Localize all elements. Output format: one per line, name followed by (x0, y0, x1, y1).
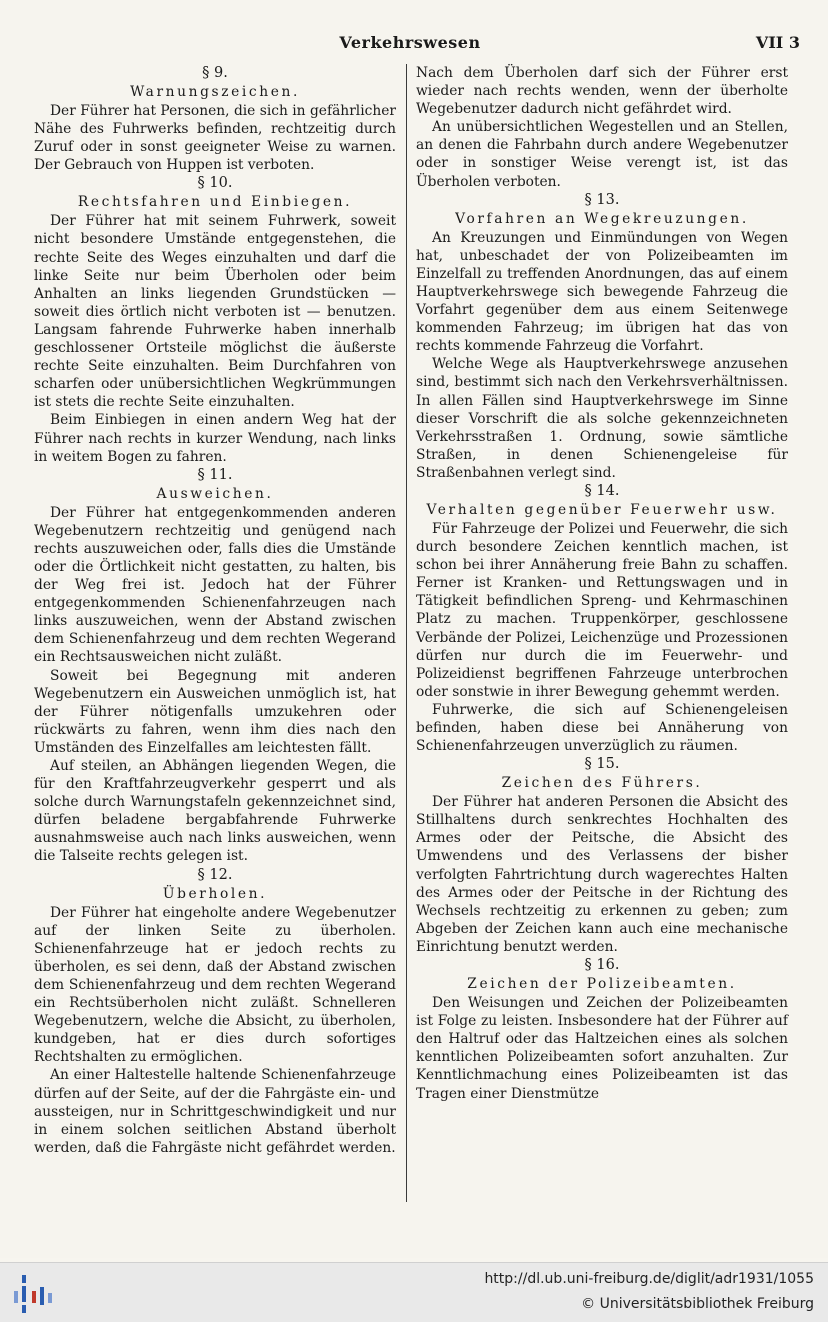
paragraph: Der Führer hat entgegenkommenden anderen Wegebenutzern rechtzeitig und genügend nach rechts auszuweichen oder, falls dies die Umstände oder die Örtlichkeit nicht gestatten, zu halten, bis der Weg frei ist. Jedoch hat der Führer entgegenkommenden Schienenfahrzeugen nach links auszuweichen, wenn der Abstand zwischen dem Schienenfahrzeug und dem rechten Wegerand ein Rechtsausweichen nicht zuläßt. (34, 504, 396, 666)
section-number: § 11. (197, 466, 233, 483)
section-number: § 13. (584, 191, 620, 208)
paragraph: An unübersichtlichen Wegestellen und an Stellen, an denen die Fahrbahn durch andere Wegebenutzer oder in sonstiger Weise verengt ist, ist das Überholen verboten. (416, 119, 788, 190)
section-number: § 9. (202, 65, 228, 81)
section-number: § 15. (584, 756, 620, 773)
paragraph: Fuhrwerke, die sich auf Schienengeleisen befinden, haben diese bei Annäherung von Schienenfahrzeugen unverzüglich zu räumen. (416, 701, 788, 755)
running-head (0, 33, 828, 55)
permalink-link[interactable]: http://dl.ub.uni-freiburg.de/diglit/adr1931/1055 (484, 1271, 814, 1287)
paragraph: Der Führer hat Personen, die sich in gefährlicher Nähe des Fuhrwerks befinden, rechtzeitig durch Zuruf oder in sonst geeigneter Weise zu warnen. Der Gebrauch von Huppen ist verboten. (34, 103, 396, 174)
right-column (416, 64, 788, 1103)
section-12-continued (416, 64, 788, 191)
paragraph: Soweit bei Begegnung mit anderen Wegebenutzern ein Ausweichen unmöglich ist, hat der Führer nötigenfalls umzukehren oder rückwärts zu fahren, wenn ihm dies nach den Umständen des Einzelfalles am leichtesten fällt. (34, 667, 396, 756)
section-number: § 14. (584, 482, 620, 499)
paragraph: Der Führer hat eingeholte andere Wegebenutzer auf der linken Seite zu überholen. Schienenfahrzeuge hat er jedoch rechts zu überholen, es sei denn, daß der Abstand zwischen dem Schienenfahrzeug und dem rechten Wegerand ein Rechtsüberholen nicht zuläßt. Schnelleren Wegebenutzern, welche die Absicht, zu überholen, kundgeben, hat er dies durch sofortiges Rechtshalten zu ermöglichen. (34, 904, 396, 1066)
running-head-title: Verkehrswesen (339, 33, 481, 52)
section-number: § 10. (197, 175, 233, 192)
paragraph: Der Führer hat anderen Personen die Absicht des Stillhaltens durch senkrechtes Hochhalten des Armes oder der Peitsche, die Absicht des Umwendens und des Verlassens der bisher verfolgten Fahrtrichtung durch wagerechtes Halten des Armes oder der Peitsche in der Richtung des Wechsels rechtzeitig zu erkennen zu geben; zum Abgeben der Zeichen kann auch eine mechanische Einrichtung benutzt werden. (416, 794, 788, 955)
paragraph: Den Weisungen und Zeichen der Polizeibeamten ist Folge zu leisten. Insbesondere hat der Führer auf den Haltruf oder das Haltzeichen eines als solchen kenntlichen Polizeibeamten sofort anzuhalten. Zur Kenntlichmachung eines Polizeibeamten ist das Tragen einer Dienstmütze (416, 995, 788, 1102)
section-number: § 12. (197, 866, 233, 883)
copyright-text: © Universitätsbibliothek Freiburg (581, 1296, 814, 1312)
section-9 (34, 64, 396, 174)
paragraph: An einer Haltestelle haltende Schienenfahrzeuge dürfen auf der Seite, auf der die Fahrgäste ein- und aussteigen, nur in Schrittgeschwindigkeit und nur in einem solchen seitlichen Abstand überholt werden, daß die Fahrgäste nicht gefährdet werden. (34, 1067, 397, 1156)
section-title: Warnungszeichen. (130, 84, 300, 100)
paragraph: Für Fahrzeuge der Polizei und Feuerwehr, die sich durch besondere Zeichen kenntlich machen, ist schon bei ihrer Annäherung freie Bahn zu schaffen. Ferner ist Kranken- und Rettungswagen und in Tätigkeit befindlichen Spreng- und Kehrmaschinen Platz zu machen. Truppenkörper, geschlossene Verbände der Polizei, Leichenzüge und Prozessionen dürfen nur durch die im Feuerwehr- und Polizeidienst begriffenen Fahrzeuge unterbrochen oder sonstwie in ihrer Bewegung gehemmt werden. (416, 520, 788, 700)
section-15 (416, 755, 788, 956)
section-16 (416, 956, 788, 1103)
section-12 (34, 866, 396, 1157)
paragraph: Beim Einbiegen in einen andern Weg hat der Führer nach rechts in kurzer Wendung, nach links in weitem Bogen zu fahren. (34, 412, 396, 465)
section-10 (34, 174, 396, 465)
left-column (34, 64, 396, 1157)
paragraph: Auf steilen, an Abhängen liegenden Wegen, die für den Kraftfahrzeugverkehr gesperrt und als solche durch Warnungstafeln gekennzeichnet sind, dürfen beladene bergabfahrende Fuhrwerke ausnahmsweise auch nach links ausweichen, wenn die Talseite rechts gelegen ist. (34, 758, 396, 865)
paragraph: Der Führer hat mit seinem Fuhrwerk, soweit nicht besondere Umstände entgegenstehen, die rechte Seite des Weges einzuhalten und darf die linke Seite nur beim Überholen oder beim Anhalten an links liegenden Grundstücken — soweit dies örtlich nicht verboten ist — benutzen. Langsam fahrende Fuhrwerke haben innerhalb geschlossener Ortsteile möglichst die äußerste rechte Seite einzuhalten. Beim Durchfahren von scharfen oder unübersichtlichen Wegkrümmungen ist stets die rechte Seite einzuhalten. (34, 213, 396, 411)
paragraph: An Kreuzungen und Einmündungen von Wegen hat, unbeschadet der von Polizeibeamten im Einzelfall zu treffenden Anordnungen, das auf einem Hauptverkehrswege sich bewegende Fahrzeug die Vorfahrt gegenüber dem aus einem Seitenwege kommenden Fahrzeug; im übrigen hat das von rechts kommende Fahrzeug die Vorfahrt. (416, 229, 788, 355)
section-title: Zeichen des Führers. (501, 775, 703, 792)
section-14 (416, 482, 788, 755)
section-title: Ausweichen. (156, 485, 274, 502)
paragraph: Welche Wege als Hauptverkehrswege anzusehen sind, bestimmt sich nach den Verkehrsverhältnissen. In allen Fällen sind Hauptverkehrswege im Sinne dieser Vorschrift die als solche gekennzeichneten Verkehrsstraßen 1. Ordnung, sowie sämtliche Straßen, in denen Schienengeleise für Straßenbahnen verlegt sind. (416, 356, 788, 481)
section-title: Überholen. (162, 885, 268, 902)
section-title: Rechtsfahren und Einbiegen. (77, 194, 353, 211)
library-logo-icon (8, 1273, 58, 1315)
page-number: VII 3 (755, 33, 800, 52)
section-title: Zeichen der Polizeibeamten. (467, 976, 737, 993)
section-title: Verhalten gegenüber Feuerwehr usw. (426, 501, 778, 518)
paragraph: Nach dem Überholen darf sich der Führer erst wieder nach rechts wenden, wenn der überholte Wegebenutzer dadurch nicht gefährdet wird. (416, 65, 788, 118)
section-title: Vorfahren an Wegekreuzungen. (455, 210, 749, 227)
viewer-footer (0, 1262, 828, 1322)
section-13 (416, 191, 788, 482)
section-11 (34, 466, 396, 866)
column-divider (406, 64, 407, 1202)
section-number: § 16. (584, 957, 620, 974)
